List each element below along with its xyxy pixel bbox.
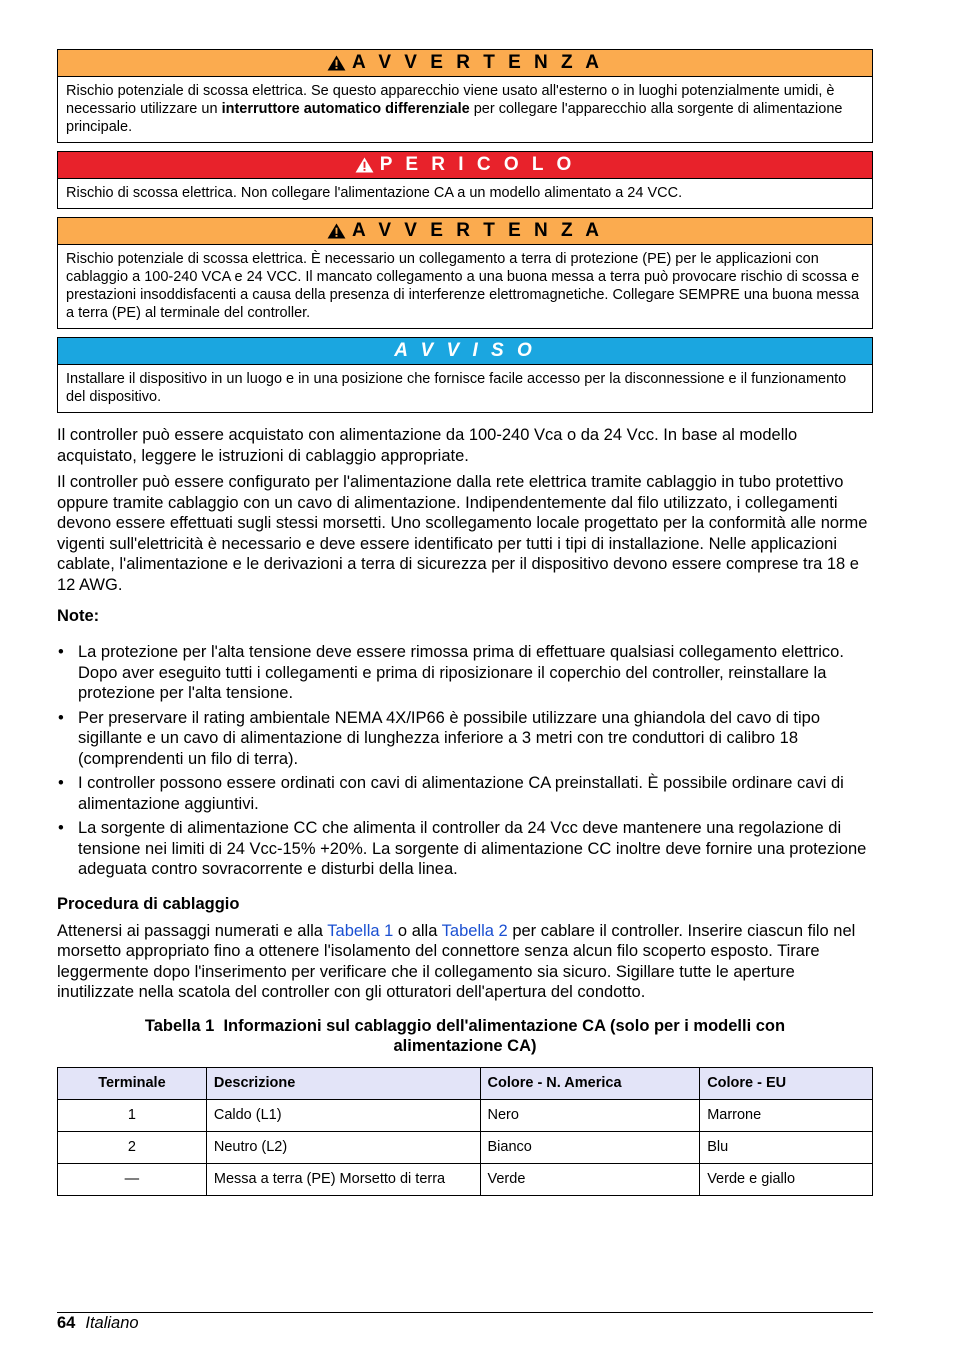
danger-title: P E R I C O L O (379, 154, 576, 175)
procedure-text: o alla (393, 921, 442, 940)
table-row (58, 1099, 873, 1131)
warning-title: A V V E R T E N Z A (352, 220, 603, 241)
warning-box (57, 49, 873, 143)
list-item-text: La sorgente di alimentazione CC che alimenta il controller da 24 Vcc deve mantenere una regolazione di tensione nei limiti di 24 Vcc-15% +20%. La sorgente di alimentazione CC inoltre deve fornire una protezione adeguata contro sovracorrente e disturbi della linea. (78, 819, 867, 878)
danger-header (58, 152, 872, 179)
warning-title: A V V E R T E N Z A (352, 52, 603, 73)
table-caption-line: alimentazione CA) (393, 1037, 537, 1055)
warning-header (58, 50, 872, 77)
warning-header (58, 218, 872, 245)
body-paragraph: Il controller può essere configurato per l'alimentazione dalla rete elettrica tramite cablaggio in tubo protettivo oppure tramite cablaggio con un cavo di alimentazione. Indipendentemente dal filo utilizzato, i collegamenti devono essere effettuati sugli stessi morsetti. Uno scollegamento locale progettato per la conformità alle norme vigenti sull'elettricità è necessario e deve essere identificato per tutti i tipi di installazione. Nelle applicazioni cablate, l'alimentazione e le derivazioni a terra di sicurezza per il dispositivo devono essere comprese tra 18 e 12 AWG. (57, 473, 868, 594)
notice-box (57, 337, 873, 413)
warning-text: Rischio potenziale di scossa elettrica. È necessario un collegamento a terra di protezione (PE) per le applicazioni con cablaggio a 100-240 VCA e 24 VCC. Il mancato collegamento a una buona messa a terra può provocare rischio di scossa e prestazioni insoddisfacenti a causa della presenza di interferenze elettromagnetiche. Collegare SEMPRE una buona messa a terra (PE) al terminale del controller. (66, 251, 860, 321)
page-footer (57, 1312, 873, 1333)
page-number: 64 (57, 1314, 76, 1332)
footer-language: Italiano (85, 1314, 139, 1332)
list-item (57, 642, 873, 704)
bullet-icon: • (58, 774, 64, 792)
table-header-row (58, 1067, 873, 1099)
procedure-text: Attenersi ai passaggi numerati e alla (57, 921, 328, 940)
table-row (58, 1131, 873, 1163)
table-1-link[interactable]: Tabella 1 (327, 921, 394, 940)
warning-box (57, 217, 873, 329)
table-cell: — (58, 1163, 207, 1195)
danger-triangle-icon (355, 157, 374, 173)
notice-text: Installare il dispositivo in un luogo e in una posizione che fornisce facile accesso per la disconnessione e il funzionamento del dispositivo. (66, 371, 847, 405)
table-header-cell: Descrizione (206, 1067, 480, 1099)
table-cell: 2 (58, 1131, 207, 1163)
table-cell: Messa a terra (PE) Morsetto di terra (206, 1163, 480, 1195)
table-cell: Blu (700, 1131, 873, 1163)
table-header-cell: Colore - EU (700, 1067, 873, 1099)
list-item (57, 818, 873, 880)
table-header-cell: Terminale (58, 1067, 207, 1099)
table-cell: Nero (480, 1099, 700, 1131)
notice-header (58, 338, 872, 365)
procedure-paragraph (57, 921, 873, 1003)
table-cell: Marrone (700, 1099, 873, 1131)
bullet-icon: • (58, 819, 64, 837)
danger-box (57, 151, 873, 209)
list-item-text: I controller possono essere ordinati con cavi di alimentazione CA preinstallati. È possibile ordinare cavi di alimentazione aggiuntivi. (78, 774, 844, 813)
wiring-table (57, 1067, 873, 1196)
warning-text-part: per collegare l'apparecchio alla sorgente di alimentazione principale. (66, 101, 843, 135)
warning-text-part: Rischio potenziale di scossa elettrica. Se questo apparecchio viene usato all'esterno o in luoghi potenzialmente umidi, è necessario utilizzare un (66, 83, 835, 117)
warning-text (58, 77, 872, 142)
warning-text-bold: interruttore automatico differenziale (221, 101, 470, 117)
notes-title: Note: (57, 607, 100, 625)
table-caption-line: Tabella 1 Informazioni sul cablaggio dell'alimentazione CA (solo per i modelli con (144, 1016, 786, 1035)
table-2-link[interactable]: Tabella 2 (441, 921, 508, 940)
notice-title: A V V I S O (394, 340, 536, 361)
list-item (57, 773, 873, 814)
list-item-text: La protezione per l'alta tensione deve essere rimossa prima di effettuare qualsiasi collegamento elettrico. Dopo aver eseguito tutti i collegamenti e prima di riposizionare il coperchio del controller, reinstallare la protezione per l'alta tensione. (78, 643, 844, 702)
table-row (58, 1163, 873, 1195)
list-item (57, 708, 873, 770)
bullet-icon: • (58, 643, 64, 661)
table-cell: Verde (480, 1163, 700, 1195)
body-paragraph: Il controller può essere acquistato con alimentazione da 100-240 Vca o da 24 Vcc. In base al modello acquistato, leggere le istruzioni di cablaggio appropriate. (57, 426, 798, 465)
page-content (57, 49, 873, 1196)
notes-list (57, 642, 873, 880)
table-cell: 1 (58, 1099, 207, 1131)
table-cell: Verde e giallo (700, 1163, 873, 1195)
warning-triangle-icon (327, 55, 346, 71)
warning-triangle-icon (327, 223, 346, 239)
list-item-text: Per preservare il rating ambientale NEMA 4X/IP66 è possibile utilizzare una ghiandola del cavo di tipo sigillante e un cavo di alimentazione di lunghezza inferiore a 3 metri con tre conduttori di calibro 18 (comprendenti un filo di terra). (78, 708, 821, 768)
table-header-cell: Colore - N. America (480, 1067, 700, 1099)
table-cell: Caldo (L1) (206, 1099, 480, 1131)
danger-text: Rischio di scossa elettrica. Non collegare l'alimentazione CA a un modello alimentato a 24 VCC. (66, 185, 683, 201)
section-heading: Procedura di cablaggio (57, 894, 240, 913)
table-cell: Neutro (L2) (206, 1131, 480, 1163)
bullet-icon: • (58, 708, 64, 727)
table-caption (57, 1016, 873, 1057)
table-cell: Bianco (480, 1131, 700, 1163)
procedure-text: per cablare il controller. Inserire ciascun filo nel morsetto appropriato fino a ottenere l'isolamento del connettore senza alcun filo scoperto esposto. Tirare leggermente dopo l'inserimento per verificare che il collegamento sia sicuro. Sigillare tutte le aperture inutilizzate nella scatola del controller con gli otturatori dell'apertura del condotto. (57, 921, 856, 1001)
